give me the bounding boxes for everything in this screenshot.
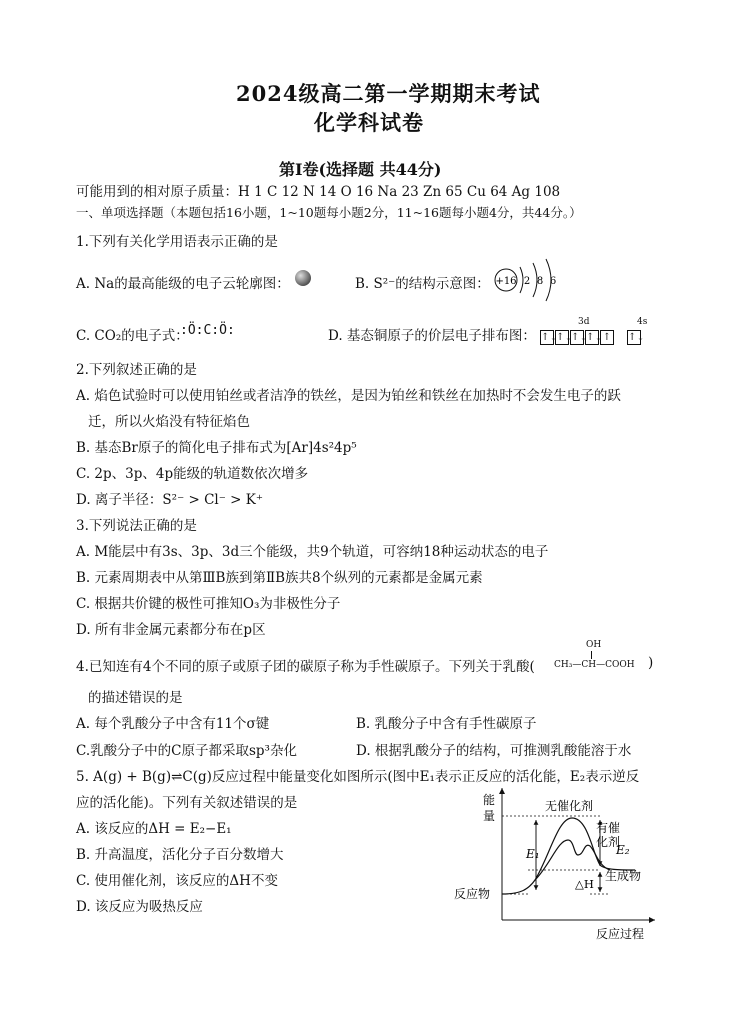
x-axis-label: 反应过程 <box>596 927 645 941</box>
reactant-label: 反应物 <box>454 887 491 901</box>
q3-option-d: D. 所有非金属元素都分布在p区 <box>76 622 266 638</box>
q4-option-c: C.乳酸分子中的C原子都采取sp³杂化 <box>76 743 297 759</box>
q5-stem-line1: 5. A(g) + B(g)⇌C(g)反应过程中能量变化如图所示(图中E₁表示正反应的活化能，E₂表示逆反 <box>76 769 640 785</box>
lactic-acid-bond <box>591 651 592 659</box>
catalyst-label-1: 有催 <box>596 821 621 835</box>
q3-option-a: A. M能层中有3s、3p、3d三个能级，共9个轨道，可容纳18种运动状态的电子 <box>76 544 549 560</box>
orbital-box: ↑ <box>600 330 614 345</box>
orbital-box: ↑↓ <box>541 332 558 343</box>
e2-label: E₂ <box>616 843 630 857</box>
catalyst-label-2: 化剂 <box>596 835 621 849</box>
orbital-box: ↑↓ <box>628 332 645 343</box>
orbital-box: ↑↓ <box>571 332 588 343</box>
label-3d: 3d <box>578 317 590 327</box>
q2-option-c: C. 2p、3p、4p能级的轨道数依次增多 <box>76 466 309 482</box>
q1-option-b: B. S²⁻的结构示意图： <box>355 276 490 292</box>
co2-electron-formula: :Ö:C:Ö: <box>180 323 235 338</box>
instructions: 一、单项选择题（本题包括16小题，1~10题每小题2分，11~16题每小题4分，共44分。） <box>76 205 582 220</box>
lactic-acid-oh: OH <box>586 640 602 650</box>
orbital-box: ↑↓ <box>586 332 603 343</box>
q4-stem-line2: 的描述错误的是 <box>88 690 183 706</box>
dh-label: △H <box>575 877 594 891</box>
q3-option-c: C. 根据共价键的极性可推知O₃为非极性分子 <box>76 596 341 612</box>
exam-subject: 化学科试卷 <box>314 110 424 135</box>
q2-stem: 2.下列叙述正确的是 <box>76 362 197 378</box>
q1-option-c: C. CO₂的电子式： <box>76 328 189 344</box>
sulfide-ion-structure-diagram <box>490 255 570 305</box>
section-title: 第Ⅰ卷(选择题 共44分) <box>279 160 442 179</box>
q2-option-a-line2: 迁，所以火焰没有特征焰色 <box>88 414 250 430</box>
q2-option-d: D. 离子半径：S²⁻ > Cl⁻ > K⁺ <box>76 492 263 508</box>
s-orbital-sphere-icon <box>295 270 311 286</box>
exam-title: 2024级高二第一学期期末考试 <box>236 81 541 106</box>
q2-option-a-line1: A. 焰色试验时可以使用铂丝或者洁净的铁丝，是因为铂丝和铁丝在加热时不会发生电子的跃 <box>76 388 621 404</box>
energy-profile-diagram <box>450 780 665 945</box>
lactic-acid-formula: CH₃—CH—COOH <box>554 660 635 670</box>
product-label: 生成物 <box>605 869 642 883</box>
q4-stem-line1: 4.已知连有4个不同的原子或原子团的碳原子称为手性碳原子。下列关于乳酸( <box>76 659 535 675</box>
q5-stem-line2: 应的活化能)。下列有关叙述错误的是 <box>76 795 298 811</box>
q4-option-d: D. 根据乳酸分子的结构，可推测乳酸能溶于水 <box>356 743 632 759</box>
q4-stem-paren: ) <box>648 655 654 671</box>
copper-orbital-diagram <box>540 327 645 346</box>
e1-label: E₁ <box>526 847 540 861</box>
q3-option-b: B. 元素周期表中从第ⅢB族到第ⅡB族共8个纵列的元素都是金属元素 <box>76 570 483 586</box>
q5-option-a: A. 该反应的ΔH = E₂−E₁ <box>76 821 232 837</box>
q4-option-a: A. 每个乳酸分子中含有11个σ键 <box>76 716 270 732</box>
q1-option-d: D. 基态铜原子的价层电子排布图： <box>328 328 536 344</box>
shell-2-count: 8 <box>536 276 544 287</box>
q1-stem: 1.下列有关化学用语表示正确的是 <box>76 234 278 250</box>
q3-stem: 3.下列说法正确的是 <box>76 518 197 534</box>
orbital-box: ↑↓ <box>556 332 573 343</box>
atomic-masses: 可能用到的相对原子质量：H 1 C 12 N 14 O 16 Na 23 Zn 65 Cu 64 Ag 108 <box>76 184 561 200</box>
label-4s: 4s <box>637 317 648 327</box>
q5-option-c: C. 使用催化剂，该反应的ΔH不变 <box>76 873 278 889</box>
nucleus-charge: +16 <box>495 276 517 287</box>
q5-option-b: B. 升高温度，活化分子百分数增大 <box>76 847 284 863</box>
q4-option-b: B. 乳酸分子中含有手性碳原子 <box>356 716 537 732</box>
y-axis-label-1: 能 <box>483 793 496 807</box>
shell-3-count: 6 <box>549 276 557 287</box>
q5-option-d: D. 该反应为吸热反应 <box>76 899 203 915</box>
no-catalyst-label: 无催化剂 <box>545 799 594 813</box>
q1-option-a: A. Na的最高能级的电子云轮廓图： <box>76 276 290 292</box>
shell-1-count: 2 <box>523 276 531 287</box>
q2-option-b: B. 基态Br原子的简化电子排布式为[Ar]4s²4p⁵ <box>76 440 357 456</box>
y-axis-label-2: 量 <box>483 809 496 823</box>
